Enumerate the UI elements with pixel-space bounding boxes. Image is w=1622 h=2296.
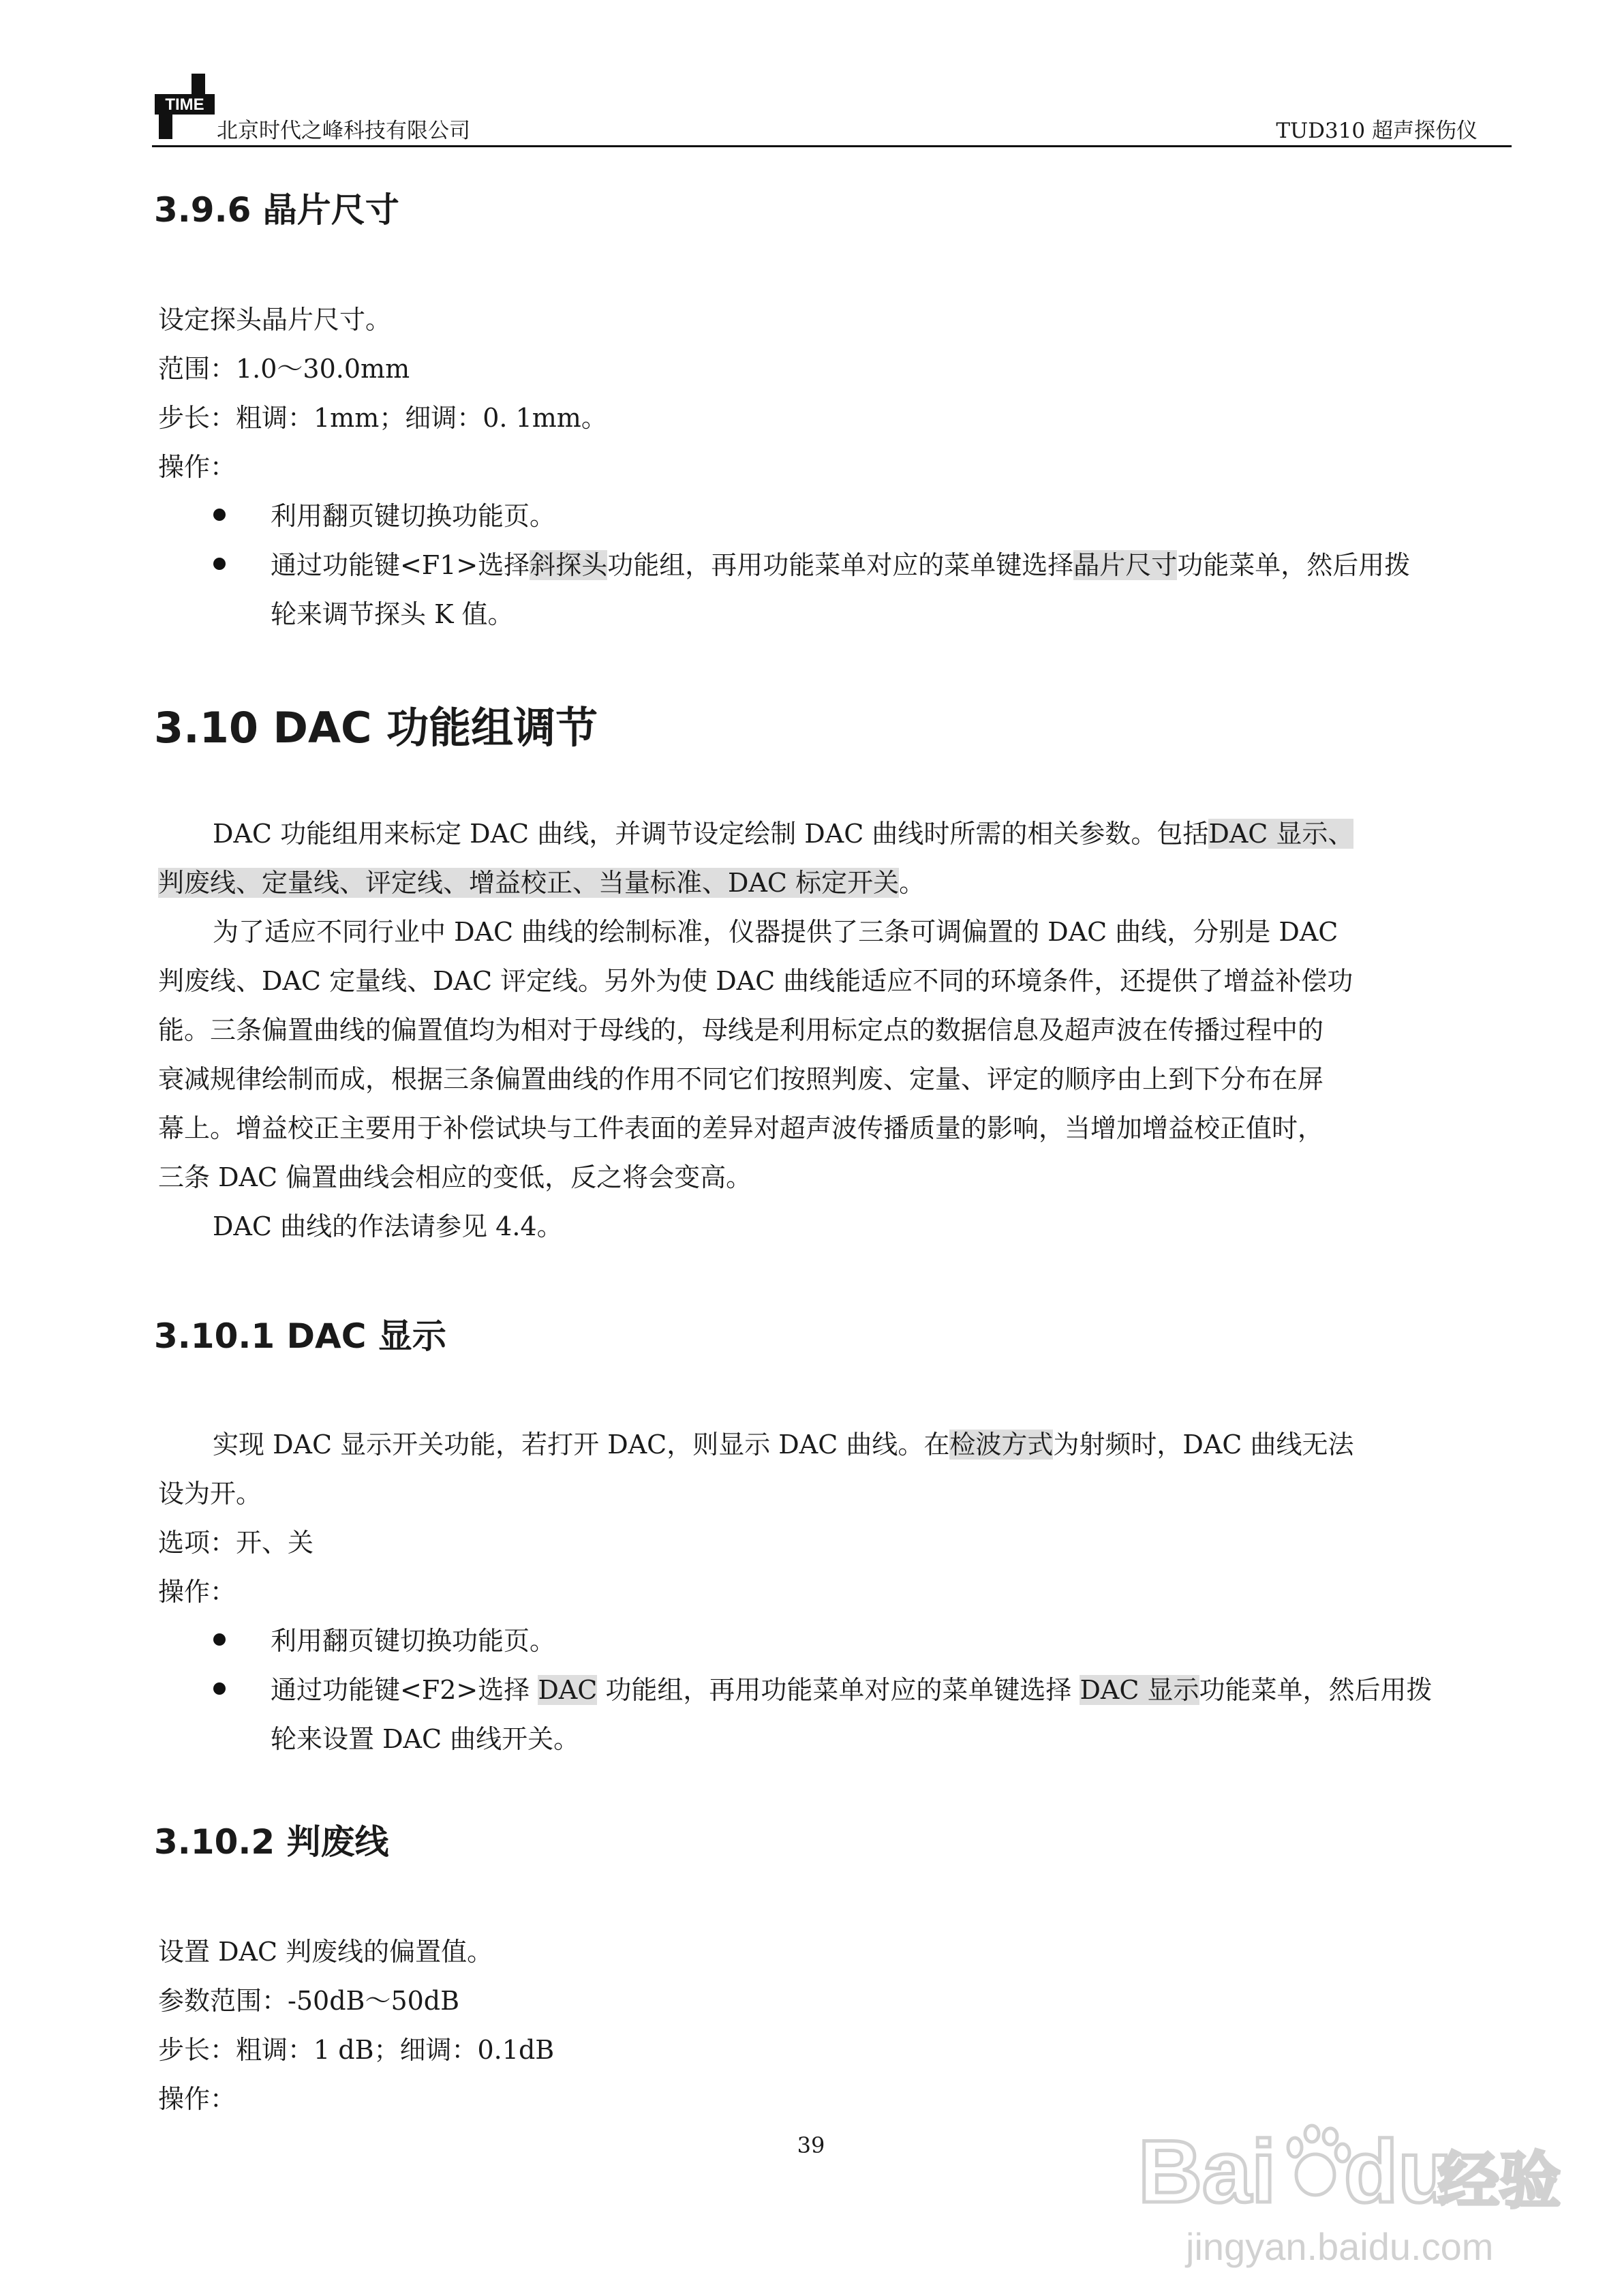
section-heading-3-10-1: 3.10.1 DAC 显示: [154, 1316, 446, 1356]
bullet-item: 通过功能键<F1>选择斜探头功能组，再用功能菜单对应的菜单键选择晶片尺寸功能菜单，然后用拨: [271, 550, 1411, 580]
paragraph: 判废线、DAC 定量线、DAC 评定线。另外为使 DAC 曲线能适应不同的环境条件，还提供了增益补偿功: [158, 966, 1353, 996]
logo-text: TIME: [165, 95, 204, 114]
bullet-icon: [213, 558, 226, 570]
bullet-item: 通过功能键<F2>选择 DAC 功能组，再用功能菜单对应的菜单键选择 DAC 显示功能菜单，然后用拨: [271, 1675, 1433, 1705]
section-heading-3-10-2: 3.10.2 判废线: [154, 1822, 389, 1862]
paragraph: 为了适应不同行业中 DAC 曲线的绘制标准，仪器提供了三条可调偏置的 DAC 曲线，分别是 DAC: [213, 917, 1338, 947]
paragraph: 三条 DAC 偏置曲线会相应的变低，反之将会变高。: [158, 1162, 752, 1192]
highlight-term: 斜探头: [530, 550, 608, 580]
paragraph: 实现 DAC 显示开关功能，若打开 DAC，则显示 DAC 曲线。在检波方式为射频时，DAC 曲线无法: [213, 1430, 1354, 1460]
bullet-item: 利用翻页键切换功能页。: [271, 501, 556, 531]
paragraph: 衰减规律绘制而成，根据三条偏置曲线的作用不同它们按照判废、定量、评定的顺序由上到下分布在屏: [158, 1064, 1324, 1094]
svg-text:du: du: [1344, 2121, 1452, 2221]
paragraph: DAC 曲线的作法请参见 4.4。: [213, 1211, 563, 1241]
svg-text:jingyan.baidu.com: jingyan.baidu.com: [1186, 2225, 1494, 2268]
highlight-term: 检波方式: [949, 1430, 1054, 1460]
paragraph: 设置 DAC 判废线的偏置值。: [158, 1937, 493, 1967]
step-line: 步长：粗调：1mm；细调：0. 1mm。: [158, 403, 607, 433]
company-name: 北京时代之峰科技有限公司: [217, 119, 470, 143]
baidu-watermark-icon: [1124, 2100, 1561, 2277]
paragraph: 能。三条偏置曲线的偏置值均为相对于母线的，母线是利用标定点的数据信息及超声波在传播过程中的: [158, 1015, 1324, 1045]
paragraph: 设为开。: [158, 1479, 262, 1509]
paragraph: DAC 功能组用来标定 DAC 曲线，并调节设定绘制 DAC 曲线时所需的相关参数。包括DAC 显示、: [213, 819, 1354, 849]
highlight-term: DAC 显示: [1080, 1675, 1199, 1705]
range-line: 范围：1.0～30.0mm: [158, 354, 410, 384]
operation-label: 操作：: [158, 2084, 236, 2114]
bullet-item: 利用翻页键切换功能页。: [271, 1626, 556, 1656]
page-number: 39: [797, 2132, 825, 2158]
bullet-icon: [213, 1682, 226, 1695]
bullet-icon: [213, 509, 226, 521]
operation-label: 操作：: [158, 1577, 236, 1607]
operation-label: 操作：: [158, 452, 236, 482]
paragraph: 判废线、定量线、评定线、增益校正、当量标准、DAC 标定开关。: [158, 868, 925, 898]
highlight-term: 判废线、定量线、评定线、增益校正、当量标准、DAC 标定开关: [158, 868, 900, 898]
bullet-continuation: 轮来设置 DAC 曲线开关。: [271, 1724, 580, 1754]
step-line: 步长：粗调：1 dB；细调：0.1dB: [158, 2035, 555, 2065]
header-rule: [152, 145, 1512, 147]
device-model: TUD310 超声探伤仪: [1276, 119, 1478, 143]
bullet-continuation: 轮来调节探头 K 值。: [271, 599, 514, 629]
options-line: 选项：开、关: [158, 1528, 314, 1558]
svg-text:经验: 经验: [1438, 2145, 1561, 2217]
highlight-term: 晶片尺寸: [1073, 550, 1178, 580]
paragraph: 幕上。增益校正主要用于补偿试块与工件表面的差异对超声波传播质量的影响，当增加增益校正值时，: [158, 1113, 1324, 1143]
highlight-term: DAC: [538, 1675, 598, 1705]
svg-text:Bai: Bai: [1138, 2121, 1276, 2221]
range-line: 参数范围：-50dB～50dB: [158, 1986, 460, 2016]
bullet-icon: [213, 1633, 226, 1646]
section-heading-3-9-6: 3.9.6 晶片尺寸: [154, 190, 399, 230]
highlight-term: DAC 显示、: [1208, 819, 1354, 849]
section-heading-3-10: 3.10 DAC 功能组调节: [154, 703, 598, 753]
paragraph: 设定探头晶片尺寸。: [158, 305, 392, 335]
time-logo-icon: [152, 74, 217, 139]
